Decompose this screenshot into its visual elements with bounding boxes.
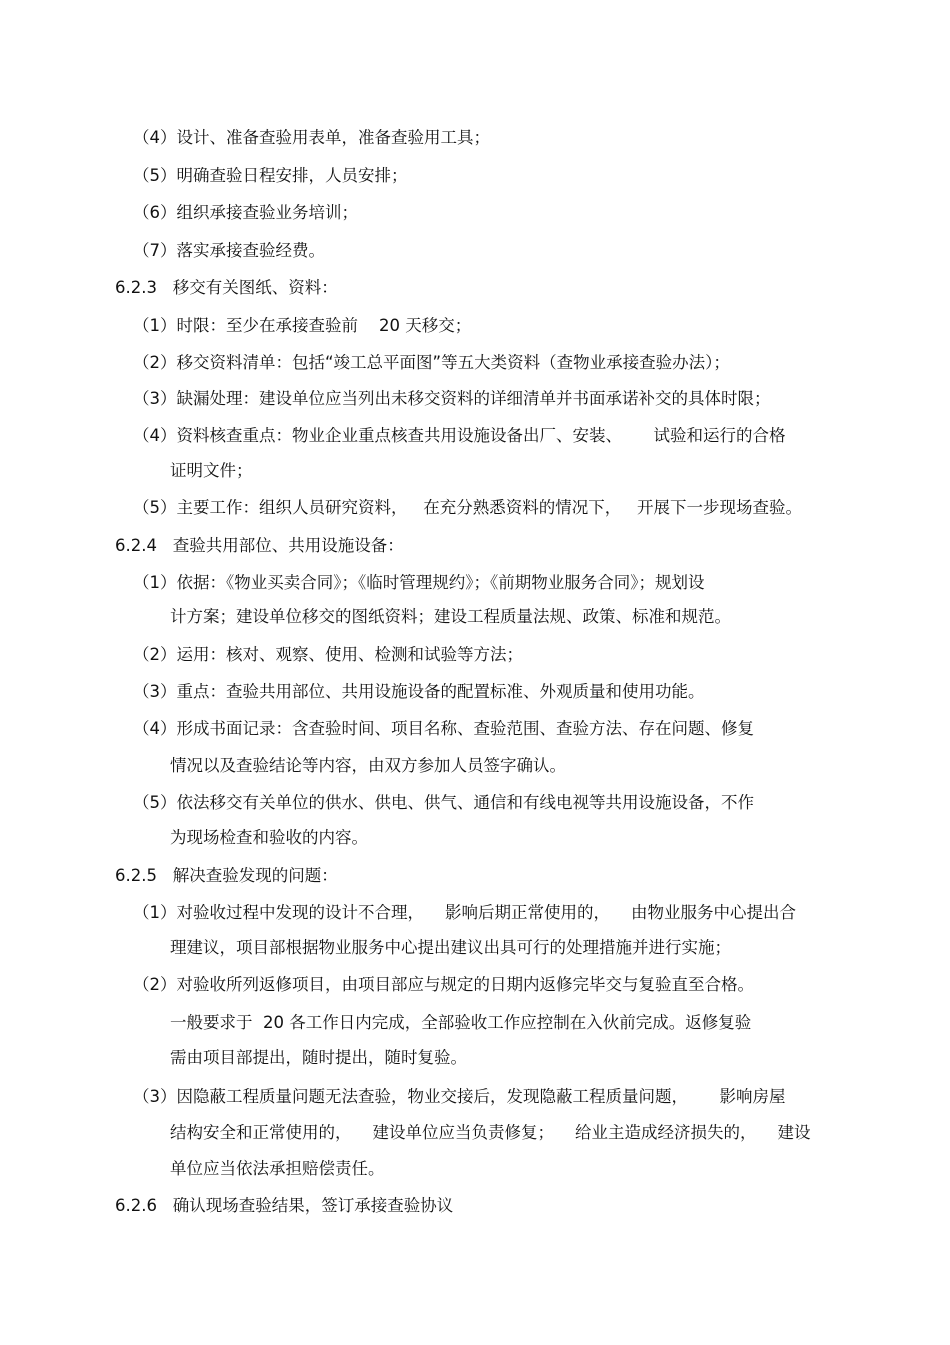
section-heading: 6.2.3 移交有关图纸、资料： [115, 278, 338, 297]
list-item: （1）时限：至少在承接查验前 20 天移交； [133, 316, 472, 335]
list-item-continuation: 结构安全和正常使用的， 建设单位应当负责修复； 给业主造成经济损失的， 建设 [170, 1123, 811, 1142]
section-heading: 6.2.6 确认现场查验结果，签订承接查验协议 [115, 1196, 454, 1215]
section-heading: 6.2.4 查验共用部位、共用设施设备： [115, 536, 404, 555]
list-item-continuation: 单位应当依法承担赔偿责任。 [170, 1159, 385, 1178]
list-item: （3）因隐蔽工程质量问题无法查验，物业交接后，发现隐蔽工程质量问题， 影响房屋 [133, 1087, 786, 1106]
list-item: （4）设计、准备查验用表单，准备查验用工具； [133, 128, 490, 147]
list-item-continuation: 情况以及查验结论等内容，由双方参加人员签字确认。 [170, 756, 566, 775]
list-item: （1）对验收过程中发现的设计不合理， 影响后期正常使用的， 由物业服务中心提出合 [133, 903, 796, 922]
list-item: （6）组织承接查验业务培训； [133, 203, 358, 222]
list-item: （5）依法移交有关单位的供水、供电、供气、通信和有线电视等共用设施设备，不作 [133, 793, 754, 812]
list-item: （2）移交资料清单：包括“竣工总平面图”等五大类资料（查物业承接查验办法）； [133, 353, 730, 372]
list-item: （7）落实承接查验经费。 [133, 241, 325, 260]
list-item-continuation: 一般要求于 20 各工作日内完成，全部验收工作应控制在入伙前完成。返修复验 [170, 1013, 752, 1032]
list-item-continuation: 需由项目部提出，随时提出，随时复验。 [170, 1048, 467, 1067]
list-item: （4）资料核查重点：物业企业重点核查共用设施设备出厂、安装、 试验和运行的合格 [133, 426, 786, 445]
list-item-continuation: 计方案；建设单位移交的图纸资料；建设工程质量法规、政策、标准和规范。 [170, 607, 731, 626]
list-item: （3）缺漏处理：建设单位应当列出未移交资料的详细清单并书面承诺补交的具体时限； [133, 389, 771, 408]
list-item: （2）运用：核对、观察、使用、检测和试验等方法； [133, 645, 523, 664]
list-item-continuation: 为现场检查和验收的内容。 [170, 828, 368, 847]
list-item: （2）对验收所列返修项目，由项目部应与规定的日期内返修完毕交与复验直至合格。 [133, 975, 754, 994]
list-item: （4）形成书面记录：含查验时间、项目名称、查验范围、查验方法、存在问题、修复 [133, 719, 754, 738]
list-item: （5）主要工作：组织人员研究资料， 在充分熟悉资料的情况下， 开展下一步现场查验。 [133, 498, 802, 517]
list-item: （1）依据：《物业买卖合同》；《临时管理规约》；《前期物业服务合同》；规划设 [133, 573, 705, 592]
list-item-continuation: 证明文件； [170, 461, 253, 480]
list-item: （5）明确查验日程安排，人员安排； [133, 166, 408, 185]
list-item: （3）重点：查验共用部位、共用设施设备的配置标准、外观质量和使用功能。 [133, 682, 705, 701]
section-heading: 6.2.5 解决查验发现的问题： [115, 866, 338, 885]
list-item-continuation: 理建议，项目部根据物业服务中心提出建议出具可行的处理措施并进行实施； [170, 938, 731, 957]
